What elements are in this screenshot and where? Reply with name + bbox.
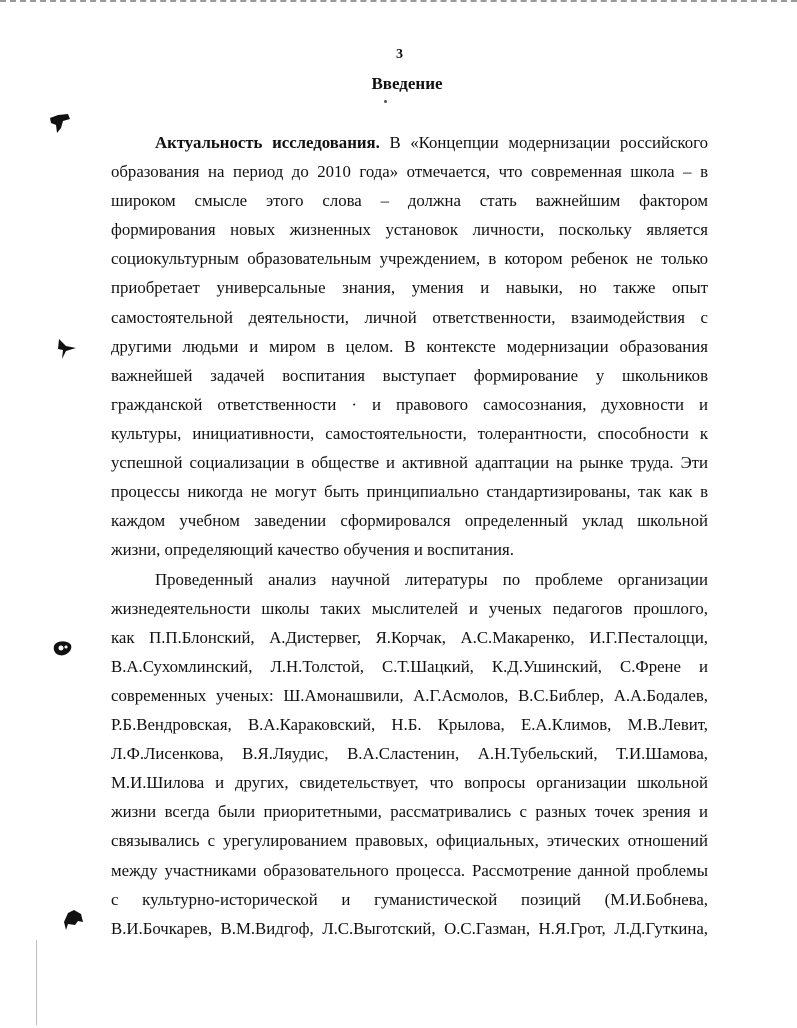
scan-blot-icon bbox=[62, 908, 84, 932]
scan-blot-icon bbox=[48, 112, 72, 136]
text-line: образования на период до 2010 года» отмечается, что современная школа – в bbox=[111, 162, 708, 182]
text-line: культуры, инициативности, самостоятельности, толерантности, способности к bbox=[111, 423, 708, 443]
section-heading: Введение bbox=[371, 74, 443, 93]
scan-edge-line bbox=[36, 940, 37, 1025]
text-line: как П.П.Блонский, А.Дистервег, Я.Корчак, А.С.Макаренко, И.Г.Песталоцци, bbox=[111, 627, 708, 647]
lead-phrase: Актуальность исследования. bbox=[155, 133, 380, 152]
scan-top-border bbox=[0, 0, 797, 5]
text-line: Р.Б.Вендровская, В.А.Караковский, Н.Б. Крылова, Е.А.Климов, М.В.Левит, bbox=[111, 715, 708, 735]
text-line: формирования новых жизненных установок личности, поскольку является bbox=[111, 220, 708, 240]
page-number: 3 bbox=[396, 47, 403, 62]
text-line: жизнедеятельности школы таких мыслителей и ученых педагогов прошлого, bbox=[111, 598, 708, 618]
text-line: жизни, определяющий качество обучения и воспитания. bbox=[111, 540, 514, 560]
text-line: современных ученых: Ш.Амонашвили, А.Г.Асмолов, В.С.Библер, А.А.Бодалев, bbox=[111, 685, 708, 705]
text-line: процессы никогда не могут быть принципиально стандартизированы, так как в bbox=[111, 482, 708, 502]
text-line: М.И.Шилова и других, свидетельствует, что вопросы организации школьной bbox=[111, 773, 708, 793]
text-line: социокультурным образовательным учреждением, в котором ребенок не только bbox=[111, 249, 708, 269]
scan-blot-icon bbox=[56, 337, 78, 361]
text-line: другими людьми и миром в целом. В контексте модернизации образования bbox=[111, 336, 708, 356]
text-line: Л.Ф.Лисенкова, В.Я.Ляудис, В.А.Сластенин, А.Н.Тубельский, Т.И.Шамова, bbox=[111, 744, 708, 764]
scan-speck bbox=[384, 100, 387, 103]
text-line: с культурно-исторической и гуманистической позиций (М.И.Бобнева, bbox=[111, 889, 708, 909]
text-line: широком смысле этого слова – должна стать важнейшим фактором bbox=[111, 191, 708, 211]
text-line: жизни всегда были приоритетными, рассматривались с разных точек зрения и bbox=[111, 802, 708, 822]
text-line: В.И.Бочкарев, В.М.Видгоф, Л.С.Выготский, О.С.Газман, Н.Я.Грот, Л.Д.Гуткина, bbox=[111, 918, 708, 938]
text-line: важнейшей задачей воспитания выступает формирование у школьников bbox=[111, 365, 708, 385]
text-line: самостоятельной деятельности, личной ответственности, взаимодействия с bbox=[111, 307, 708, 327]
text-line: Актуальность исследования. В «Концепции модернизации российского bbox=[155, 133, 708, 152]
text-line: успешной социализации в обществе и активной адаптации на рынке труда. Эти bbox=[111, 453, 708, 473]
text-line: Проведенный анализ научной литературы по проблеме организации bbox=[155, 569, 708, 589]
scan-blot-icon bbox=[52, 638, 74, 660]
text-line: каждом учебном заведении сформировался определенный уклад школьной bbox=[111, 511, 708, 531]
text-line: связывались с урегулированием правовых, официальных, этических отношений bbox=[111, 831, 708, 851]
document-body bbox=[111, 128, 708, 943]
text-line: гражданской ответственности · и правового самосознания, духовности и bbox=[111, 394, 708, 414]
text-line: между участниками образовательного процесса. Рассмотрение данной проблемы bbox=[111, 860, 708, 880]
text-line: приобретает универсальные знания, умения и навыки, но также опыт bbox=[111, 278, 708, 298]
text-line: В.А.Сухомлинский, Л.Н.Толстой, С.Т.Шацкий, К.Д.Ушинский, С.Френе и bbox=[111, 656, 708, 676]
